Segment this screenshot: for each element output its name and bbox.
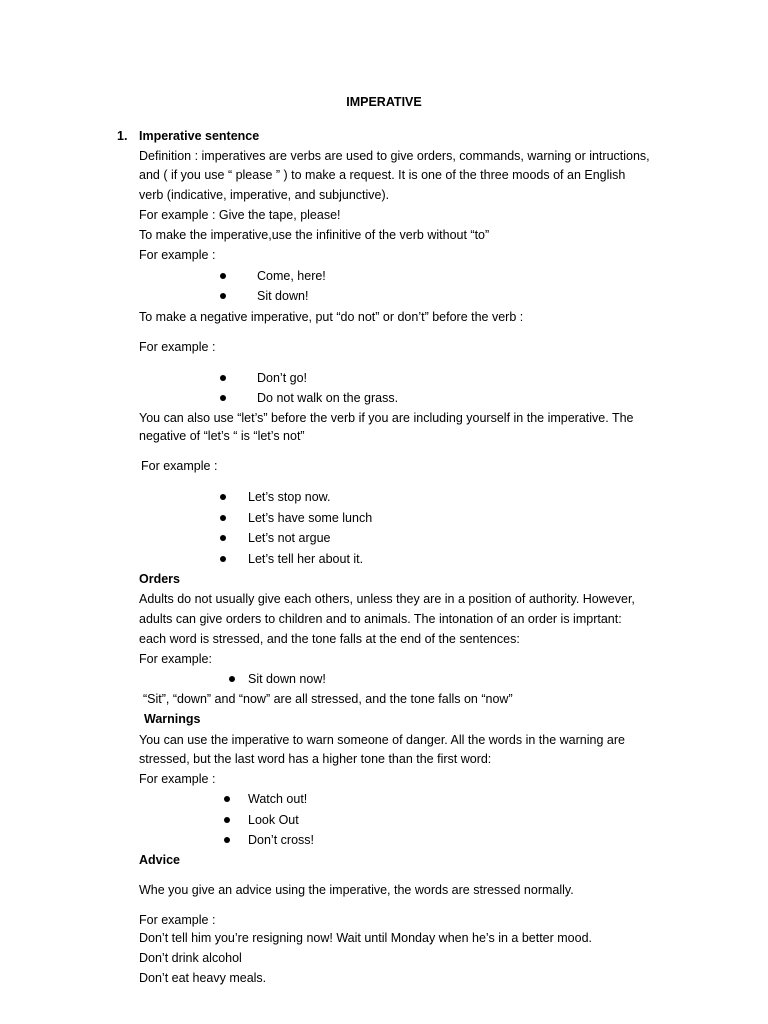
paragraph-text: You can also use “let’s” before the verb if you are including yourself in the imperative. The [139, 411, 634, 425]
definition-line: Definition : imperatives are verbs are used to give orders, commands, warning or intructions, [139, 149, 650, 163]
bullet-dot [220, 395, 226, 401]
list-item: Let’s not argue [248, 531, 331, 545]
paragraph-text: each word is stressed, and the tone falls at the end of the sentences: [139, 632, 520, 646]
list-item: Let’s tell her about it. [248, 552, 364, 566]
bullet-dot [224, 796, 230, 802]
list-item: Look Out [248, 813, 299, 827]
list-item: Sit down! [257, 289, 309, 303]
list-item: Do not walk on the grass. [257, 391, 399, 405]
warnings-heading: Warnings [144, 712, 201, 726]
paragraph-text: “Sit”, “down” and “now” are all stressed, and the tone falls on “now” [143, 692, 513, 706]
list-item: Come, here! [257, 269, 326, 283]
paragraph-text: adults can give orders to children and to animals. The intonation of an order is imprtant: [139, 612, 622, 626]
page-title: IMPERATIVE [346, 95, 422, 109]
list-item: Let’s have some lunch [248, 511, 373, 525]
for-example-label: For example : [139, 248, 216, 262]
example-text: Don’t tell him you’re resigning now! Wait until Monday when he’s in a better mood. [139, 931, 593, 945]
bullet-dot [220, 556, 226, 562]
bullet-dot [229, 676, 235, 682]
paragraph-text: You can use the imperative to warn someone of danger. All the words in the warning are [139, 733, 625, 747]
bullet-dot [220, 494, 226, 500]
example-text: For example : Give the tape, please! [139, 208, 341, 222]
paragraph-text: negative of “let’s “ is “let’s not” [139, 429, 305, 443]
section-number: 1. [117, 129, 128, 143]
section-heading: Imperative sentence [139, 129, 260, 143]
bullet-dot [220, 293, 226, 299]
bullet-dot [220, 535, 226, 541]
bullet-dot [220, 273, 226, 279]
bullet-dot [224, 837, 230, 843]
paragraph-text: Adults do not usually give each others, unless they are in a position of authority. However, [139, 592, 635, 606]
paragraph-text: stressed, but the last word has a higher tone than the first word: [139, 752, 492, 766]
advice-heading: Advice [139, 853, 180, 867]
orders-heading: Orders [139, 572, 180, 586]
for-example-label: For example: [139, 652, 212, 666]
list-item: Watch out! [248, 792, 308, 806]
paragraph-text: To make a negative imperative, put “do not” or don’t” before the verb : [139, 310, 524, 324]
definition-line: and ( if you use “ please ” ) to make a request. It is one of the three moods of an English [139, 168, 626, 182]
list-item: Sit down now! [248, 672, 326, 686]
for-example-label: For example : [139, 340, 216, 354]
bullet-dot [220, 515, 226, 521]
example-text: Don’t drink alcohol [139, 951, 242, 965]
for-example-label: For example : [141, 459, 218, 473]
list-item: Don’t cross! [248, 833, 314, 847]
paragraph-text: To make the imperative,use the infinitive of the verb without “to” [139, 228, 490, 242]
bullet-dot [224, 817, 230, 823]
bullet-dot [220, 375, 226, 381]
paragraph-text: Whe you give an advice using the imperative, the words are stressed normally. [139, 883, 574, 897]
for-example-label: For example : [139, 913, 216, 927]
example-text: Don’t eat heavy meals. [139, 971, 267, 985]
for-example-label: For example : [139, 772, 216, 786]
list-item: Let’s stop now. [248, 490, 331, 504]
list-item: Don’t go! [257, 371, 308, 385]
definition-line: verb (indicative, imperative, and subjunctive). [139, 188, 390, 202]
